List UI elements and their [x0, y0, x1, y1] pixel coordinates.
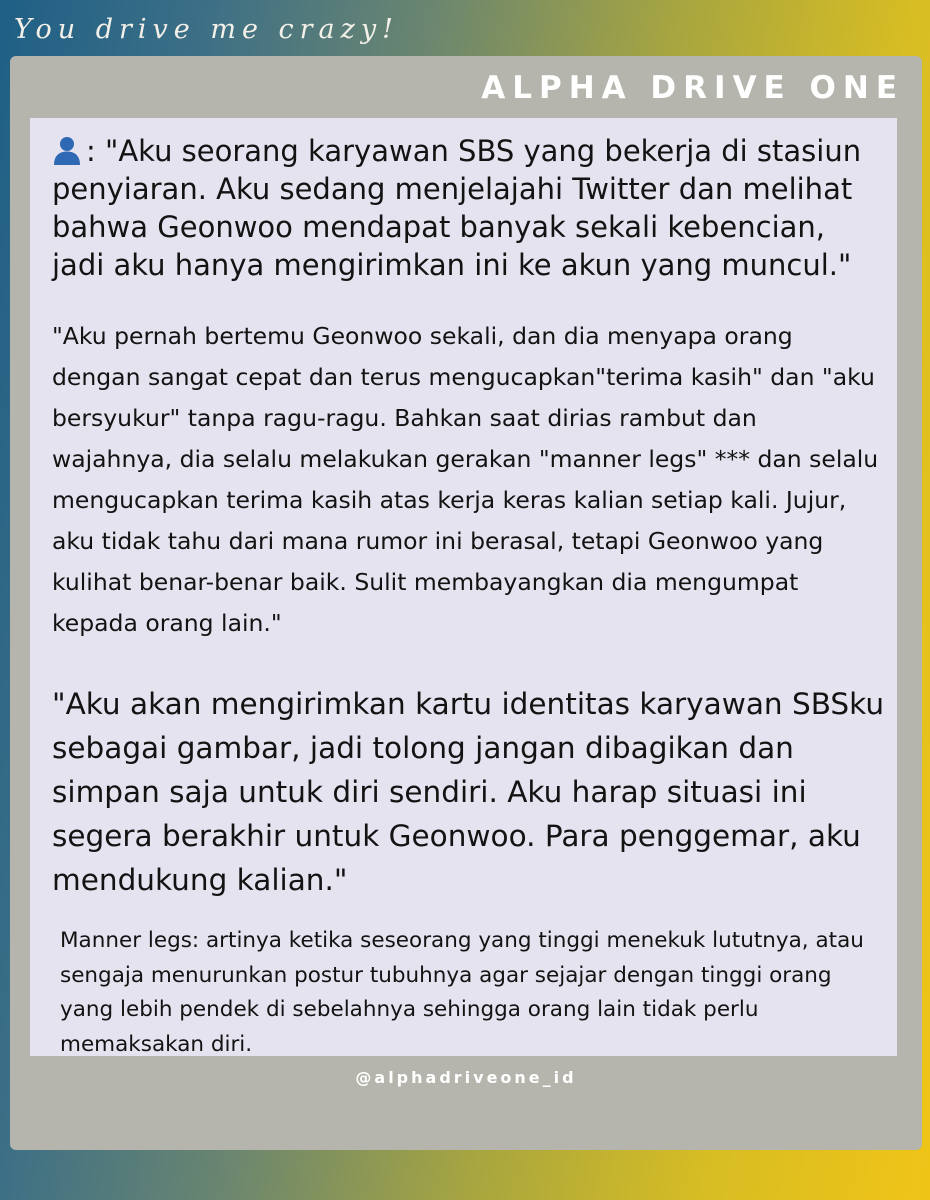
quote-experience: "Aku pernah bertemu Geonwoo sekali, dan dia menyapa orang dengan sangat cepat dan terus mengucapkan"terima kasih" dan "aku bersyukur" tanpa ragu-ragu. Bahkan saat dirias rambut dan wajahnya, dia selalu melakukan gerakan "manner legs" *** dan selalu mengucapkan terima kasih atas kerja keras kalian setiap kali. Jujur, aku tidak tahu dari mana rumor ini berasal, tetapi Geonwoo yang kulihat benar-benar baik. Sulit membayangkan dia mengumpat kepada orang lain." [52, 322, 879, 637]
account-handle: @alphadriveone_id [355, 1068, 577, 1087]
tagline: You drive me crazy! [14, 14, 399, 45]
text-card [30, 118, 897, 1056]
quote-closing: "Aku akan mengirimkan kartu identitas karyawan SBSku sebagai gambar, jadi tolong jangan dibagikan dan simpan saja untuk diri sendiri. Aku harap situasi ini segera berakhir untuk Geonwoo. Para penggemar, aku mendukung kalian." [52, 687, 885, 897]
quote-intro-text: : "Aku seorang karyawan SBS yang bekerja di stasiun penyiaran. Aku sedang menjelajahi Twitter dan melihat bahwa Geonwoo mendapat banyak sekali kebencian, jadi aku hanya mengirimkan ini ke akun yang muncul." [52, 134, 862, 282]
content-frame [10, 56, 922, 1150]
brand-title: ALPHA DRIVE ONE [481, 70, 904, 106]
person-silhouette-icon [52, 135, 82, 165]
quote-intro [52, 132, 882, 284]
footnote-manner-legs: Manner legs: artinya ketika seseorang yang tinggi menekuk lututnya, atau sengaja menurunkan postur tubuhnya agar sejajar dengan tinggi orang yang lebih pendek di sebelahnya sehingga orang lain tidak perlu memaksakan diri. [60, 928, 864, 1057]
